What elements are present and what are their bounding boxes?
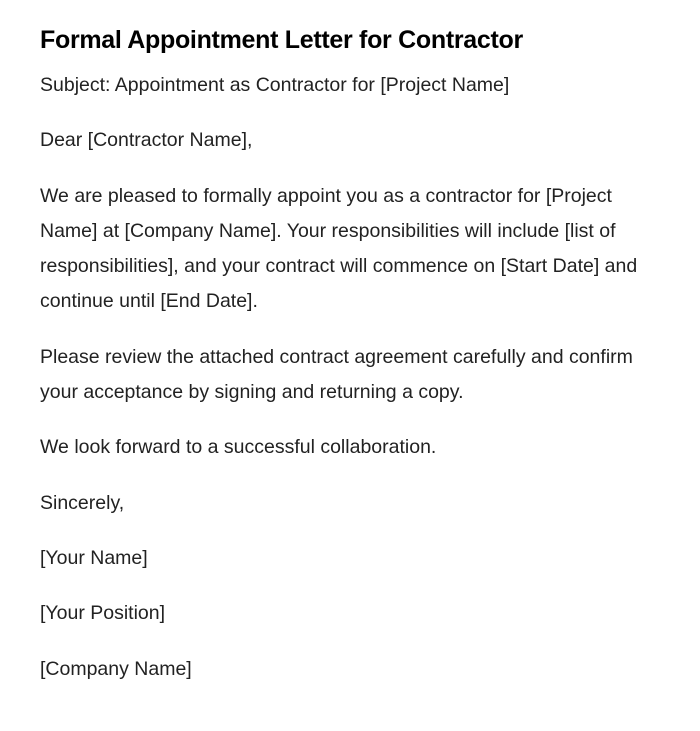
letter-salutation: Dear [Contractor Name], [40, 129, 253, 152]
letter-body-paragraph: Please review the attached contract agreement carefully and confirm your acceptance by signing and returning a copy. [40, 345, 633, 404]
letter-body-paragraph: We look forward to a successful collaboration. [40, 436, 437, 459]
letter-subject: Subject: Appointment as Contractor for [Project Name] [40, 74, 510, 96]
signature-position: [Your Position] [40, 602, 166, 625]
signature-name: [Your Name] [40, 546, 148, 569]
signature-company: [Company Name] [40, 657, 192, 680]
letter-page [40, 22, 640, 687]
letter-title: Formal Appointment Letter for Contractor [40, 26, 523, 54]
letter-closing: Sincerely, [40, 491, 125, 514]
letter-body-paragraph: We are pleased to formally appoint you as a contractor for [Project Name] at [Company Name]. Your responsibilities will include [list of responsibilities], and your contract will commence on [Start Date] and continue until [End Date]. [40, 184, 638, 313]
